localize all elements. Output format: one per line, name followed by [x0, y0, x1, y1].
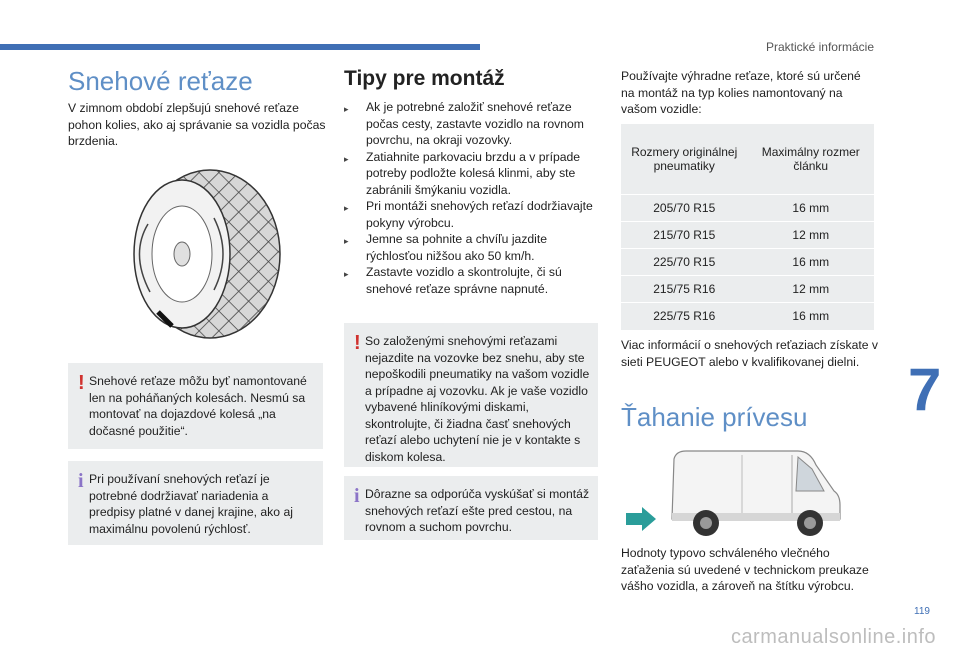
mounting-tips-title: Tipy pre montáž: [344, 67, 505, 90]
link-size-cell: 12 mm: [748, 221, 875, 248]
info-text: Dôrazne sa odporúča vyskúšať si montáž snehových reťazí ešte pred cestou, na rovnom a suchom povrchu.: [365, 487, 590, 534]
link-size-cell: 16 mm: [748, 302, 875, 329]
snow-chains-title: Snehové reťaze: [68, 66, 253, 96]
info-text: Pri používaní snehových reťazí je potrebné dodržiavať nariadenia a predpisy platné v danej krajine, ako aj maximálnu povolenú rýchlosť.: [89, 472, 293, 536]
tyre-size-cell: 215/75 R16: [621, 275, 748, 302]
header-accent-bar: [0, 44, 480, 50]
chapter-number: 7: [908, 356, 942, 423]
snow-chains-intro: V zimnom období zlepšujú snehové reťaze pohon kolies, ako aj správanie sa vozidla počas brzdenia.: [68, 101, 326, 148]
list-item: ▸ Ak je potrebné založiť snehové reťaze počas cesty, zastavte vozidlo na rovnom povrchu, na okraji vozovky.: [344, 100, 584, 147]
tyre-size-cell: 225/75 R16: [621, 302, 748, 329]
tyre-size-cell: 215/70 R15: [621, 221, 748, 248]
arrow-bullet-icon: ▸: [344, 203, 349, 213]
info-icon: i: [78, 470, 84, 492]
snow-chain-wheel-illustration: [110, 162, 292, 344]
column-header-tyre-size: Rozmery originálnej pneumatiky: [631, 144, 738, 173]
link-size-cell: 16 mm: [748, 194, 875, 221]
table-header-row: [621, 124, 874, 194]
page-number: 119: [914, 606, 930, 617]
link-size-cell: 12 mm: [748, 275, 875, 302]
column-header-max-link-size: Maximálny rozmer článku: [761, 144, 860, 173]
table-row: [621, 221, 874, 248]
warning-box-drive-wheels: [68, 363, 323, 449]
towing-title: Ťahanie prívesu: [621, 402, 808, 432]
arrow-bullet-icon: ▸: [344, 236, 349, 246]
watermark-text: carmanualsonline.info: [730, 626, 936, 648]
list-item: ▸ Jemne sa pohnite a chvíľu jazdite rýchlosťou nižšou ako 50 km/h.: [344, 232, 548, 263]
table-row: [621, 248, 874, 275]
info-box-regulations: [68, 461, 323, 545]
warning-icon: !: [354, 332, 361, 354]
chain-size-table-container: [621, 124, 874, 330]
arrow-bullet-icon: ▸: [344, 104, 349, 114]
mounting-tips-list: [344, 99, 594, 297]
more-info-text: Viac informácií o snehových reťaziach získate v sieti PEUGEOT alebo v kvalifikovanej dielni.: [621, 338, 879, 369]
warning-text: So založenými snehovými reťazami nejazdite na vozovke bez snehu, aby ste nepoškodili pneumatiky na vašom vozidle a prípadne aj vozovku. Ak je vaše vozidlo vybavené hliníkovými diskami, skontrolujte, či žiadna časť snehových reťazí alebo uchytení nie je v kontakte s diskom kolesa.: [365, 334, 590, 464]
list-item: ▸ Pri montáži snehových reťazí dodržiavajte pokyny výrobcu.: [344, 199, 593, 230]
tyre-size-cell: 225/70 R15: [621, 248, 748, 275]
link-size-cell: 16 mm: [748, 248, 875, 275]
section-header: Praktické informácie: [765, 40, 874, 54]
list-item: ▸ Zastavte vozidlo a skontrolujte, či sú snehové reťaze správne napnuté.: [344, 265, 562, 296]
towing-text: Hodnoty typovo schváleného vlečného zaťaženia sú uvedené v technickom preukaze vášho vozidla, a zároveň na štítku výrobcu.: [621, 546, 869, 593]
table-row: [621, 275, 874, 302]
table-row: [621, 302, 874, 329]
tyre-size-cell: 205/70 R15: [621, 194, 748, 221]
info-box-practice-mounting: [344, 476, 598, 540]
van-illustration: [624, 447, 850, 541]
list-item: ▸ Zatiahnite parkovaciu brzdu a v prípade potreby podložte kolesá klinmi, aby ste zabránili šmýkaniu vozidla.: [344, 149, 581, 197]
warning-box-no-snow-road: [344, 323, 598, 467]
warning-icon: !: [78, 372, 85, 394]
warning-text: Snehové reťaze môžu byť namontované len na poháňaných kolesách. Nesmú sa montovať na dojazdové kolesá „na dočasné použitie“.: [89, 374, 307, 438]
arrow-bullet-icon: ▸: [344, 153, 349, 164]
chain-size-table: [621, 124, 874, 329]
info-icon: i: [354, 485, 360, 507]
arrow-bullet-icon: ▸: [344, 269, 349, 279]
table-row: [621, 194, 874, 221]
chains-usage-intro: Používajte výhradne reťaze, ktoré sú určené na montáž na typ kolies namontovaný na vašom vozidle:: [621, 69, 861, 116]
